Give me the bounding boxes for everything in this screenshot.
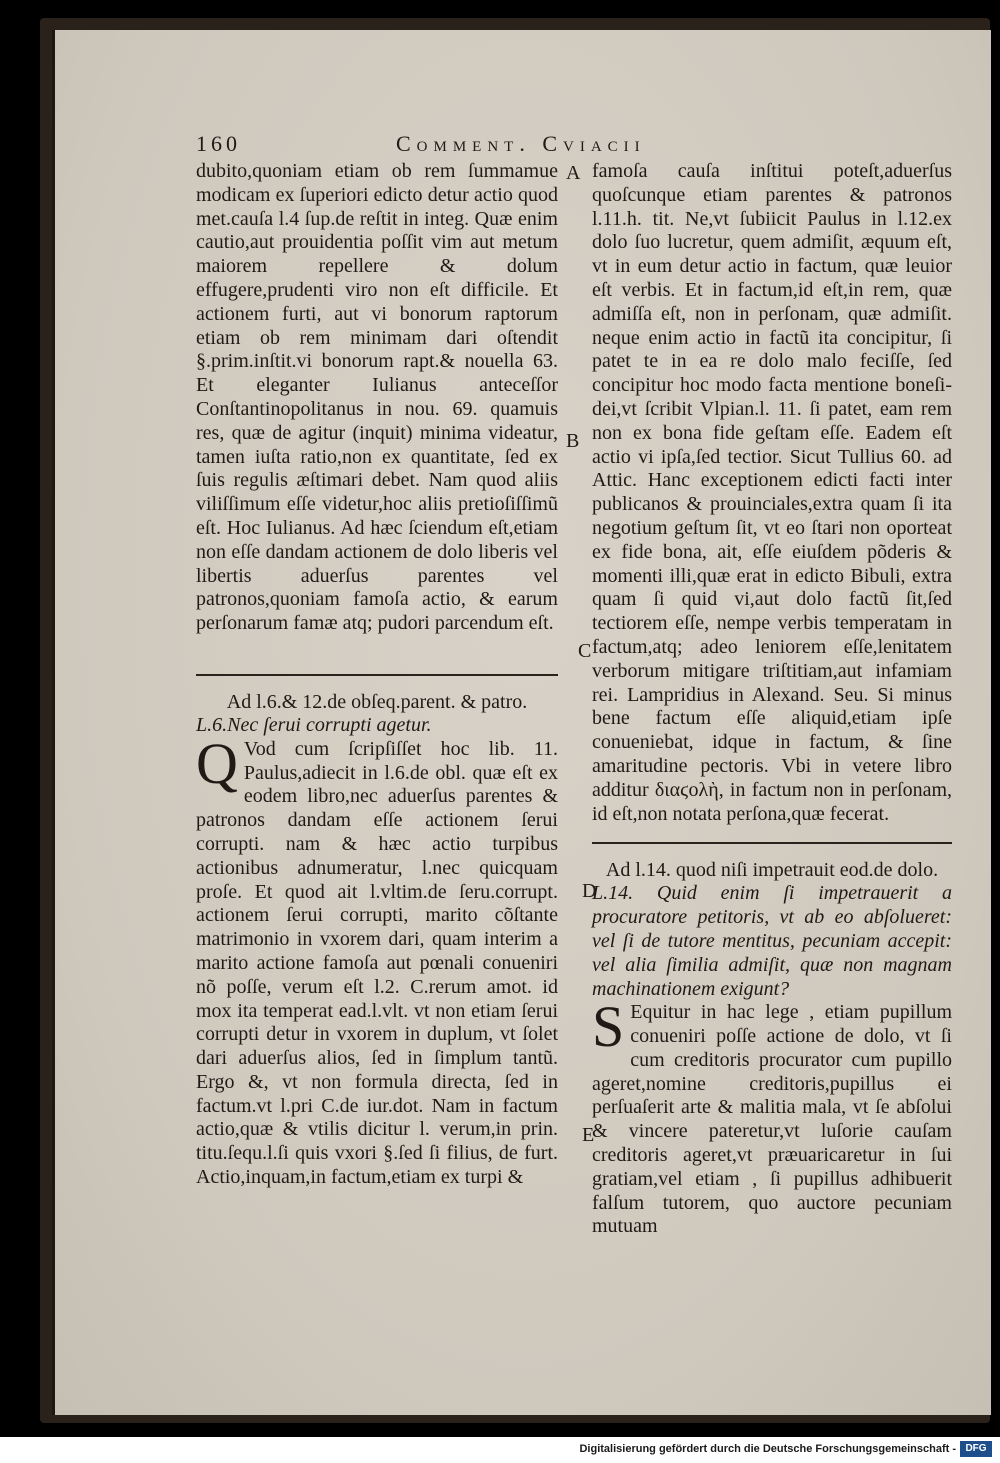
section-mark-e: E [582,1124,595,1146]
section-rule [592,842,952,844]
running-title: Comment. Cviacii [396,131,646,156]
section-mark-a: A [566,162,581,184]
section-mark-c: C [578,640,592,662]
right-paragraph-2 [592,994,952,1239]
right-paragraph-1: famoſa cauſa inſtitui poteſt,aduerſus quoſcunque etiam parentes & patronos l.11.h. tit. Ne,vt ſubiicit Paulus in l.12.ex dolo ſuo lucretur, quem admiſit, æquum eſt, vt in eum detur actio in factum, quæ leuior eſt verbis. Et in factum,id eſt,in rem, quæ admiſſa eſt, non in perſonam, quæ admiſit. neque enim actio in factũ ita concipitur, ſi patet te in ea re dolo malo feciſſe, ſed concipitur hoc modo facta mentione boneſi-dei,vt ſcribit Vlpian.l. 11. ſi patet, eam rem non ex bona fide geſtam eſſe. Eadem eſt actio vi ipſa,ſed tectior. Sicut Tullius 60. ad Attic. Hanc exceptionem edicti facti inter publicanos & prouinciales,extra quam ſi ita negotium geſtum ſit, vt eo ſtari non oporteat ex fide bona, ait, eſſe eiuſdem põderis & momenti illi,quæ erat in edicto Bibuli, extra quam ſi quid vi,aut dolo factũ ſit,ſed tectiorem eſſe, nempe verbis temperatam in factum,atq; adeo leniorem eſſe,lenitatem verborum mitigare triſtitiam,aut infamiam rei. Lampridius in Alexand. Seu. Si minus bene factum eſſe aliquid,etiam ipſe conueniebat, idque in factum, & ſine amaritudine pectoris. Vbi in vetere libro additur διαϛολὴ, in factum non in perſonam, id eſt,non notata perſona,quæ fecerat. [592,160,952,825]
left-lemma: L.6.Nec ſerui corrupti agetur. [196,713,432,736]
left-paragraph-1: dubito,quoniam etiam ob rem ſummamue modicam ex ſuperiori edicto detur actio quod met.cauſa l.4 ſup.de reſtit in integ. Quæ enim cautio,aut prouidentia poſſit vim aut metum maiorem repellere & dolum effugere,prudenti viro non eſt difficile. Et actionem furti, aut vi bonorum raptorum etiam ob rem minimam dari oſtendit §.prim.inſtit.vi bonorum rapt.& nouella 63. Et eleganter Iulianus anteceſſor Conſtantinopolitanus in nou. 69. quamuis res, quæ de agitur (inquit) minima videatur, tamen iuſta ratio,non ex quantitate, ſed ex ſuis regulis æſtimari debet. Nam quod aliis viliſſimum eſſe videtur,hoc aliis pretioſiſſimũ eſt. Hoc Iulianus. Ad hæc ſciendum eſt,etiam non eſſe dandam actionem de dolo liberis vel libertis aduerſus parentes vel patronos,quoniam famoſa actio, & earum perſonarum famæ atq; pudori parcendum eſt. [196,160,558,635]
section-mark-d: D [582,880,597,902]
right-lemma: L.14. Quid enim ſi impetrauerit a procuratore petitoris, vt ab eo abſolueret: vel ſi de tutore mentitus, pecuniam accepit: vel alia ſimilia admiſit, quæ non magnam machinationem exigunt? [592,882,952,1000]
page-number: 160 [196,131,241,156]
footer-credit: Digitalisierung gefördert durch die Deutsche Forschungsgemeinschaft - [579,1443,956,1455]
drop-initial: Q [196,730,238,796]
running-head [196,128,956,160]
right-section-heading: Ad l.14. quod niſi impetrauit eod.de dolo. [605,859,939,882]
section-rule [196,674,558,676]
right-paragraph-2-text: Equitur in hac lege , etiam pupillum conueniri poſſe actione de dolo, vt ſi cum creditoris procurator cum pupillo ageret,nomine creditoris,pupillus ei perſuaſerit arte & malitia mala, vt ſe abſolui & vincere pateretur,vt luſorie cauſam creditoris ageret,vt præuaricaretur in ſui gratiam,vel etiam , ſi pupillus adhibuerit falſum tutorem, quo auctore pecuniam mutuam [592,1001,952,1238]
right-column [592,160,952,1239]
left-section-heading: Ad l.6.& 12.de obſeq.parent. & patro. [226,690,528,713]
dfg-logo-icon: DFG [960,1441,992,1457]
left-paragraph-2 [196,730,558,1190]
left-column [196,160,558,1190]
drop-initial: S [592,994,625,1060]
footer-bar [0,1437,1000,1463]
left-paragraph-2-text: Vod cum ſcripſiſſet hoc lib. 11. Paulus,adiecit in l.6.de obl. quæ eſt ex eodem libro,nec aduerſus parentes & patronos dandam eſſe actionem ſerui corrupti. nam & hæc actio turpibus actionibus adnumeratur, l.nec quicquam proſe. Et quod ait l.vltim.de ſeru.corrupt. actionem ſerui corrupti, marito cõſtante matrimonio in vxorem dari, quam interim a marito actione famoſa aut pœnali conueniri nõ poſſe, verum eſt l.2. C.rerum amot. id mox ita temperat ead.l.vlt. vt non etiam ſerui corrupti detur in vxorem in duplum, vt ſolet dari aduerſus alios, ſed in ſimplum tantũ. Ergo &, vt non formula directa, ſed in factum.vt l.pri C.de iur.dot. Nam in factum actio,quæ & vtilis dicitur l. verum,in prin. titu.ſequ.l.ſi quis vxori §.ſed ſi filius, de furt. Actio,inquam,in factum,etiam ex turpi & [196,737,558,1189]
section-mark-b: B [566,430,580,452]
